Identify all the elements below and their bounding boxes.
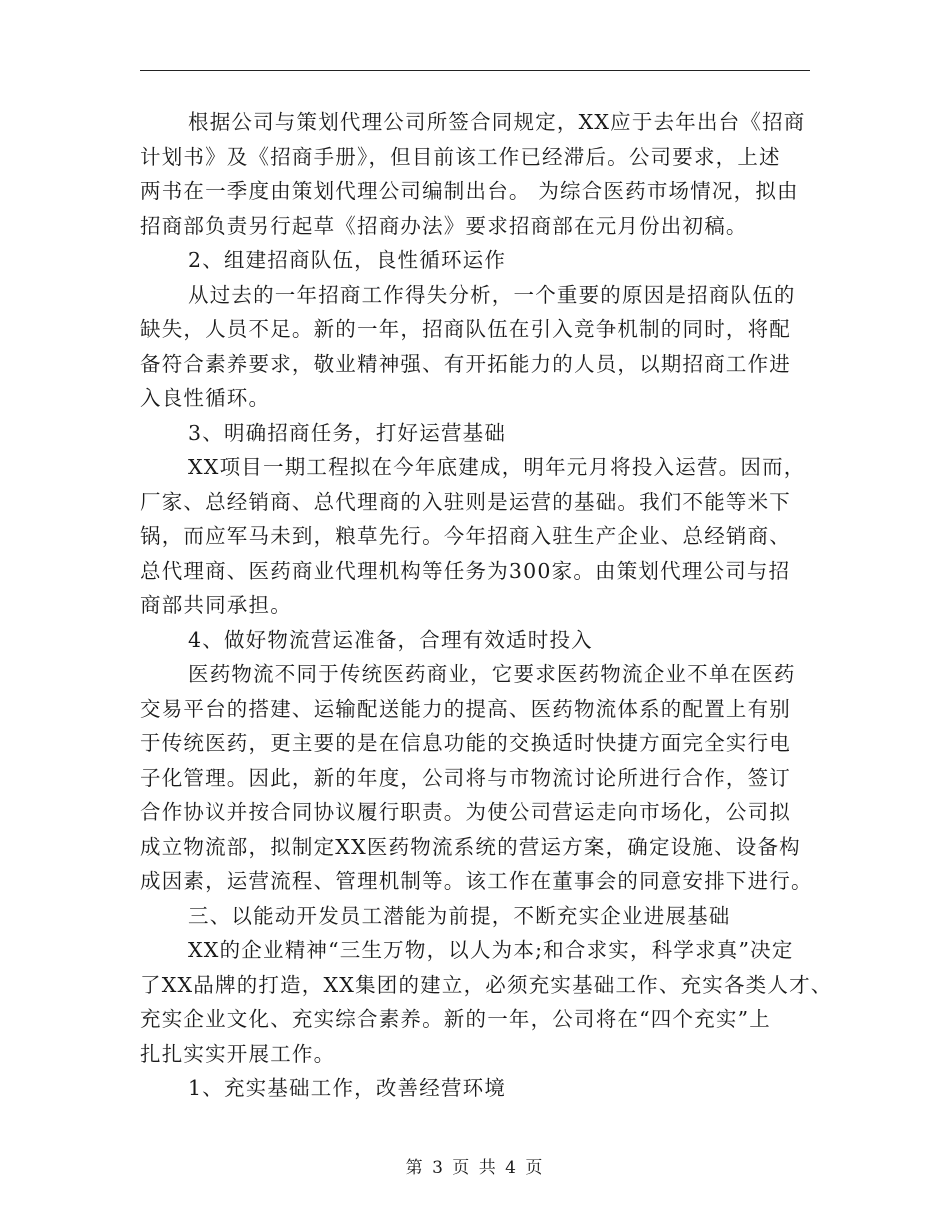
text-line: XX的企业精神“三生万物，以人为本;和合求实，科学求真”决定: [188, 938, 794, 962]
text-line: 医药物流不同于传统医药商业，它要求医药物流企业不单在医药: [188, 662, 796, 686]
text-line: 3、明确招商任务，打好运营基础: [188, 420, 507, 445]
header-rule: [140, 70, 810, 71]
text-line: 厂家、总经销商、总代理商的入驻则是运营的基础。我们不能等米下: [140, 489, 791, 514]
text-line: 商部共同承担。: [140, 593, 292, 617]
text-line: 扎扎实实开展工作。: [140, 1041, 336, 1066]
text-line: 交易平台的搭建、运输配送能力的提高、医药物流体系的配置上有别: [140, 696, 791, 721]
document-body: [140, 105, 833, 1106]
text-line: 了XX品牌的打造，XX集团的建立，必须充实基础工作、充实各类人才、: [140, 972, 833, 997]
text-line: 合作协议并按合同协议履行职责。为使公司营运走向市场化，公司拟: [140, 800, 791, 824]
text-line: 1、充实基础工作，改善经营环境: [188, 1076, 507, 1100]
text-line: 从过去的一年招商工作得失分析，一个重要的原因是招商队伍的: [188, 282, 796, 307]
text-line: 锅，而应军马未到，粮草先行。今年招商入驻生产企业、总经销商、: [140, 524, 791, 548]
text-line: 入良性循环。: [140, 386, 271, 410]
text-line: 缺失，人员不足。新的一年，招商队伍在引入竞争机制的同时，将配: [140, 317, 791, 341]
text-line: 招商部负责另行起草《招商办法》要求招商部在元月份出初稿。: [140, 213, 748, 238]
text-line: 4、做好物流营运准备，合理有效适时投入: [188, 627, 593, 652]
text-line: 成立物流部，拟制定XX医药物流系统的营运方案，确定设施、设备构: [140, 834, 801, 859]
text-line: 2、组建招商队伍，良性循环运作: [188, 248, 507, 272]
text-line: 总代理商、医药商业代理机构等任务为300家。由策划代理公司与招: [140, 558, 791, 583]
text-line: 于传统医药，更主要的是在信息功能的交换适时快捷方面完全实行电: [140, 731, 791, 755]
text-line: 根据公司与策划代理公司所签合同规定，XX应于去年出台《招商: [188, 110, 806, 134]
text-line: 成因素，运营流程、管理机制等。该工作在董事会的同意安排下进行。: [140, 869, 813, 893]
page-footer: 第 3 页 共 4 页: [405, 1158, 545, 1178]
text-line: 计划书》及《招商手册》，但目前该工作已经滞后。公司要求，上述: [140, 144, 781, 169]
text-line: XX项目一期工程拟在今年底建成，明年元月将投入运营。因而，: [188, 455, 806, 479]
text-line: 充实企业文化、充实综合素养。新的一年，公司将在“四个充实”上: [140, 1007, 771, 1031]
text-line: 三、以能动开发员工潜能为前提，不断充实企业进展基础: [188, 903, 731, 928]
text-line: 两书在一季度由策划代理公司编制出台。 为综合医药市场情况，拟由: [140, 179, 799, 203]
text-line: 备符合素养要求，敬业精神强、有开拓能力的人员，以期招商工作进: [140, 351, 791, 376]
text-line: 子化管理。因此，新的年度，公司将与市物流讨论所进行合作，签订: [140, 765, 791, 790]
